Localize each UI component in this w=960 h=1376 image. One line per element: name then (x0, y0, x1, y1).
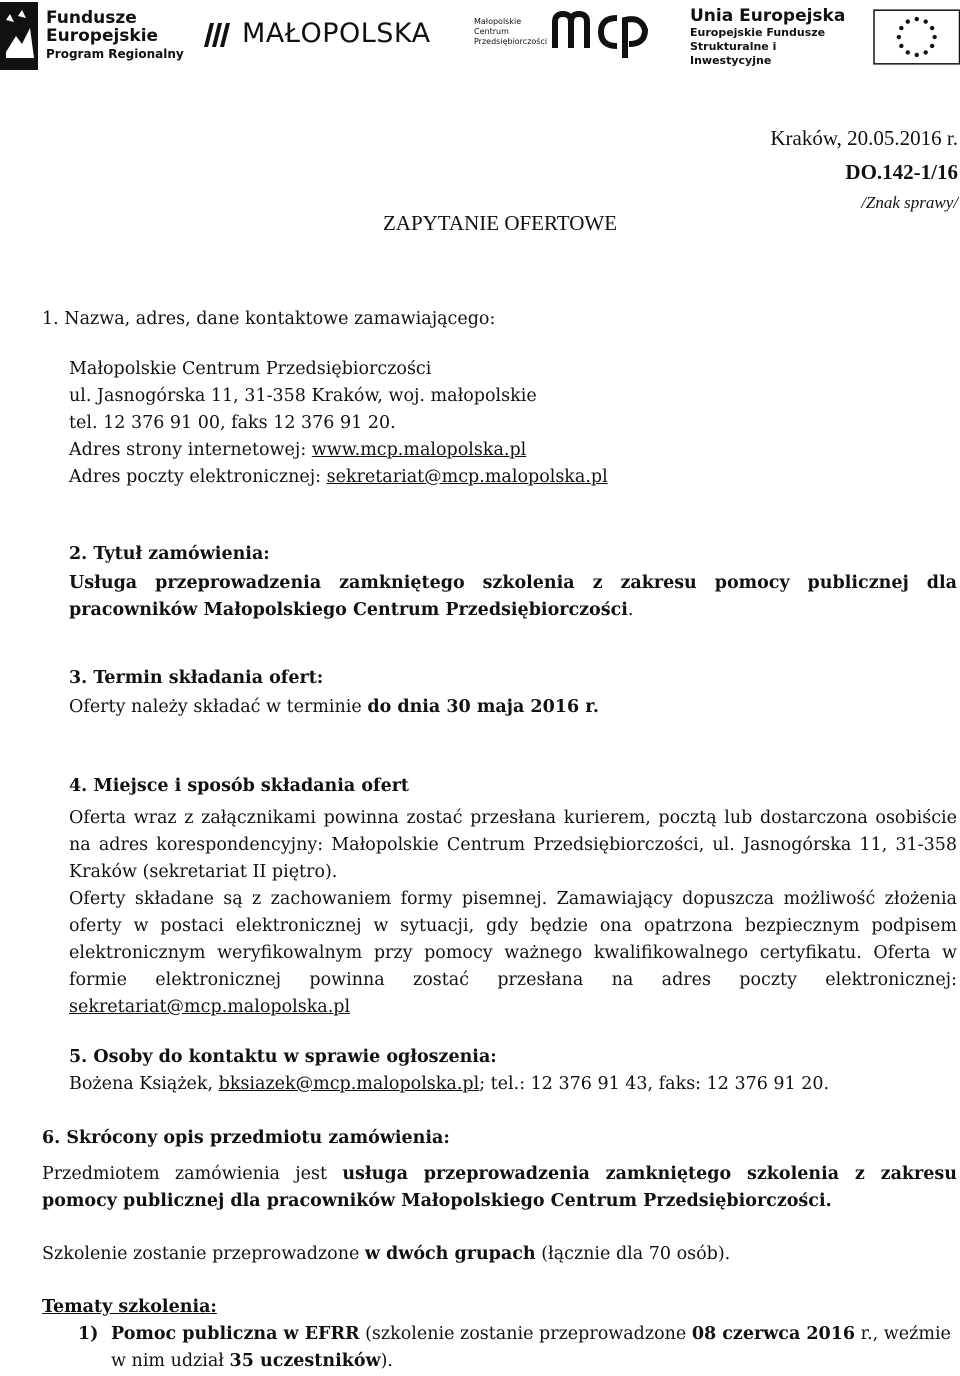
ue-line-1: Unia Europejska (690, 6, 846, 26)
malopolska-icon (202, 19, 236, 49)
section-3-heading: 3. Termin składania ofert: (69, 668, 324, 688)
section-1-body (69, 356, 957, 491)
section-5-body (69, 1071, 957, 1098)
ue-line-3: Strukturalne i Inwestycyjne (690, 40, 777, 67)
contact-name: Bożena Książek, (69, 1074, 219, 1094)
groups-end: (łącznie dla 70 osób). (535, 1244, 731, 1264)
fe-line-2: Europejskie (46, 26, 159, 46)
contact-phones: ; tel.: 12 376 91 43, faks: 12 376 91 20. (479, 1074, 830, 1094)
deadline-text: Oferty należy składać w terminie (69, 697, 368, 717)
subject-intro: Przedmiotem zamówienia jest (42, 1164, 343, 1184)
fe-line-1: Fundusze (46, 8, 137, 28)
groups-bold: w dwóch grupach (364, 1244, 536, 1264)
malopolska-logo (202, 18, 431, 49)
deadline-date: do dnia 30 maja 2016 r. (367, 697, 599, 717)
place-date: Kraków, 20.05.2016 r. (770, 126, 958, 150)
section-4-heading: 4. Miejsce i sposób składania ofert (69, 776, 410, 796)
section-6-heading: 6. Skrócony opis przedmiotu zamówienia: (42, 1128, 450, 1148)
section-6-paragraph-1 (42, 1161, 957, 1215)
contact-email-link[interactable]: bksiazek@mcp.malopolska.pl (218, 1074, 480, 1094)
topic-1-num-text: 1) (78, 1324, 99, 1344)
org-email-line (69, 464, 957, 491)
malopolska-wordmark: MAŁOPOLSKA (242, 18, 431, 49)
unia-europejska-logo (690, 6, 960, 68)
topic-1-item (111, 1321, 960, 1375)
topic-1-date: 08 czerwca 2016 (691, 1324, 856, 1344)
groups-intro: Szkolenie zostanie przeprowadzone (42, 1244, 365, 1264)
www-label: Adres strony internetowej: (69, 440, 312, 460)
mcp-line-3: Przedsiębiorczości (474, 37, 548, 46)
section-4-paragraph-2-text: Oferty składane są z zachowaniem formy pisemnej. Zamawiający dopuszcza możliwość złożenia oferty w postaci elektronicznej w sytuacji, gdy będzie ona opatrzona bezpiecznym podpisem elektronicznym weryfikowalnym przy pomocy ważnego kwalifikowalnego certyfikatu. Oferta w formie elektronicznej powinna zostać przesłana na adres poczty elektronicznej: (69, 889, 957, 990)
subject-bold: usługa przeprowadzenia zamkniętego szkolenia z zakresu pomocy publicznej dla pracowników Małopolskiego Centrum Przedsiębiorczości. (42, 1164, 957, 1211)
topic-1-mid2: r., weźmie w nim udział (111, 1324, 951, 1371)
org-phone: tel. 12 376 91 00, faks 12 376 91 20. (69, 413, 396, 433)
order-title: Usługa przeprowadzenia zamkniętego szkolenia z zakresu pomocy publicznej dla pracowników Małopolskiego Centrum Przedsiębiorczości (69, 573, 957, 620)
email-link[interactable]: sekretariat@mcp.malopolska.pl (326, 467, 608, 487)
document-title: ZAPYTANIE OFERTOWE (382, 211, 618, 235)
logo-bar (0, 0, 960, 80)
ue-line-2: Europejskie Fundusze (690, 26, 826, 39)
topic-1-count: 35 uczestników (229, 1351, 381, 1371)
section-1-heading: 1. Nazwa, adres, dane kontaktowe zamawiającego: (42, 309, 496, 329)
section-3-body (69, 694, 957, 721)
reference-number: DO.142-1/16 (845, 160, 958, 184)
org-address: ul. Jasnogórska 11, 31-358 Kraków, woj. małopolskie (69, 386, 537, 406)
eu-flag-icon (873, 9, 960, 65)
fe-line-3: Program Regionalny (46, 47, 184, 61)
org-www-line (69, 437, 957, 464)
email-label: Adres poczty elektronicznej: (69, 467, 327, 487)
topic-1-title: Pomoc publiczna w EFRR (111, 1324, 360, 1344)
section-4-paragraph-2 (69, 886, 957, 1021)
org-name: Małopolskie Centrum Przedsiębiorczości (69, 359, 432, 379)
section-5-heading: 5. Osoby do kontaktu w sprawie ogłoszenia: (69, 1047, 497, 1067)
section-6-paragraph-2 (42, 1241, 730, 1268)
section-4-email-link[interactable]: sekretariat@mcp.malopolska.pl (69, 997, 351, 1017)
topics-heading: Tematy szkolenia: (42, 1297, 217, 1317)
order-title-end: . (627, 600, 634, 620)
fundusze-europejskie-logo (0, 2, 184, 70)
fundusze-europejskie-icon (0, 2, 38, 70)
mcp-icon (551, 4, 651, 60)
mcp-line-2: Centrum (474, 27, 509, 36)
section-4-body (69, 805, 957, 1021)
section-2-heading: 2. Tytuł zamówienia: (69, 544, 270, 564)
mcp-logo (474, 4, 651, 60)
www-link[interactable]: www.mcp.malopolska.pl (311, 440, 527, 460)
topic-1-end: ). (380, 1351, 393, 1371)
topic-1-number (78, 1321, 98, 1348)
mcp-line-1: Małopolskie (474, 17, 522, 26)
section-4-paragraph-1: Oferta wraz z załącznikami powinna zostać przesłana kurierem, pocztą lub dostarczona osobiście na adres korespondencyjny: Małopolskie Centrum Przedsiębiorczości, ul. Jasnogórska 11, 31-358 Kraków (sekretariat II piętro). (69, 808, 957, 882)
reference-label: /Znak sprawy/ (861, 193, 958, 212)
section-2-body (69, 570, 957, 624)
topic-1-mid: (szkolenie zostanie przeprowadzone (359, 1324, 692, 1344)
